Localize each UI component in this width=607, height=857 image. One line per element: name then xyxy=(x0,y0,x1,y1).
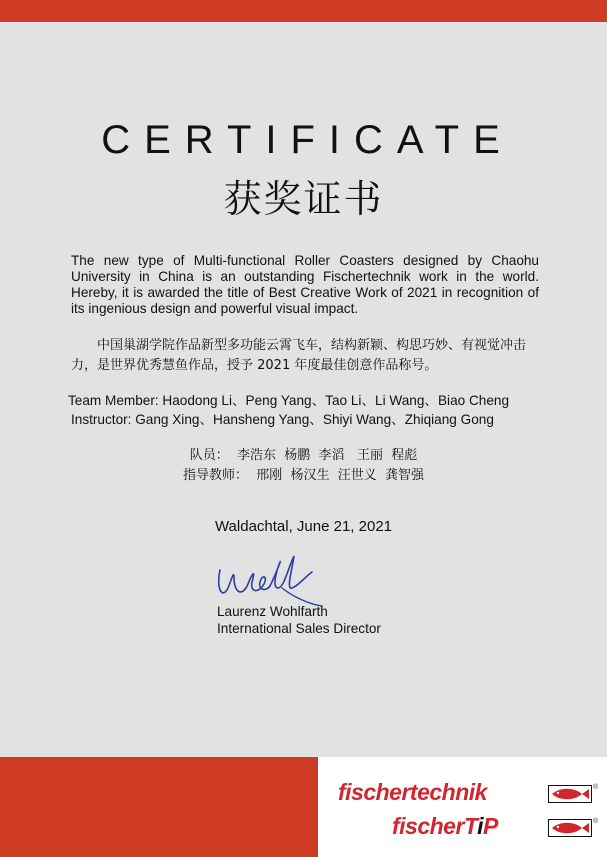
fischertip-logo-fischer: fischer xyxy=(392,813,464,839)
signer-block xyxy=(217,603,381,637)
certificate-title-en: CERTIFICATE xyxy=(101,118,514,162)
fischertip-logo-p: P xyxy=(482,813,498,839)
instructors-en: Instructor: Gang Xing、Hansheng Yang、Shiyi Wang、Zhiqiang Gong xyxy=(71,412,494,427)
fischertechnik-logo: fischertechnik xyxy=(338,779,487,805)
registered-mark: ® xyxy=(593,784,599,791)
signer-name: Laurenz Wohlfarth xyxy=(217,604,328,619)
fischertip-logo xyxy=(392,813,498,840)
certificate-title-cn: 获奖证书 xyxy=(223,177,384,221)
fischertip-logo-t: T xyxy=(463,813,478,839)
award-text-cn: 中国巢湖学院作品新型多功能云霄飞车，结构新颖、构思巧妙、有视觉冲击力，是世界优秀慧鱼作品，授予 2021 年度最佳创意作品称号。 xyxy=(71,338,527,373)
instructors-cn: 指导教师： 邢刚 杨汉生 汪世义 龚智强 xyxy=(182,468,425,483)
award-text-en: The new type of Multi-functional Roller Coasters designed by Chaohu University in China is an outstanding Fischertechnik work in the world. Hereby, it is awarded the title of Best Creative Work of 2021 in recognition of its ingenious design and powerful visual impact. xyxy=(71,253,539,316)
team-members-en: Team Member: Haodong Li、Peng Yang、Tao Li、Li Wang、Biao Cheng xyxy=(68,393,510,408)
registered-mark: ® xyxy=(593,818,599,825)
team-members-cn: 队员： 李浩东 杨鹏 李滔 王丽 程彪 xyxy=(189,448,418,463)
fischertip-logo-i: i xyxy=(477,813,483,839)
signer-role: International Sales Director xyxy=(217,621,381,636)
fish-emblem-icon xyxy=(548,819,592,837)
signature-image xyxy=(212,548,332,610)
fish-emblem-icon xyxy=(548,785,592,803)
footer-red-band xyxy=(0,757,318,857)
team-list-cn xyxy=(0,446,607,486)
top-red-band xyxy=(0,0,607,22)
place-and-date: Waldachtal, June 21, 2021 xyxy=(214,518,393,535)
team-list-en xyxy=(68,391,568,429)
footer-logo-area xyxy=(318,757,607,857)
